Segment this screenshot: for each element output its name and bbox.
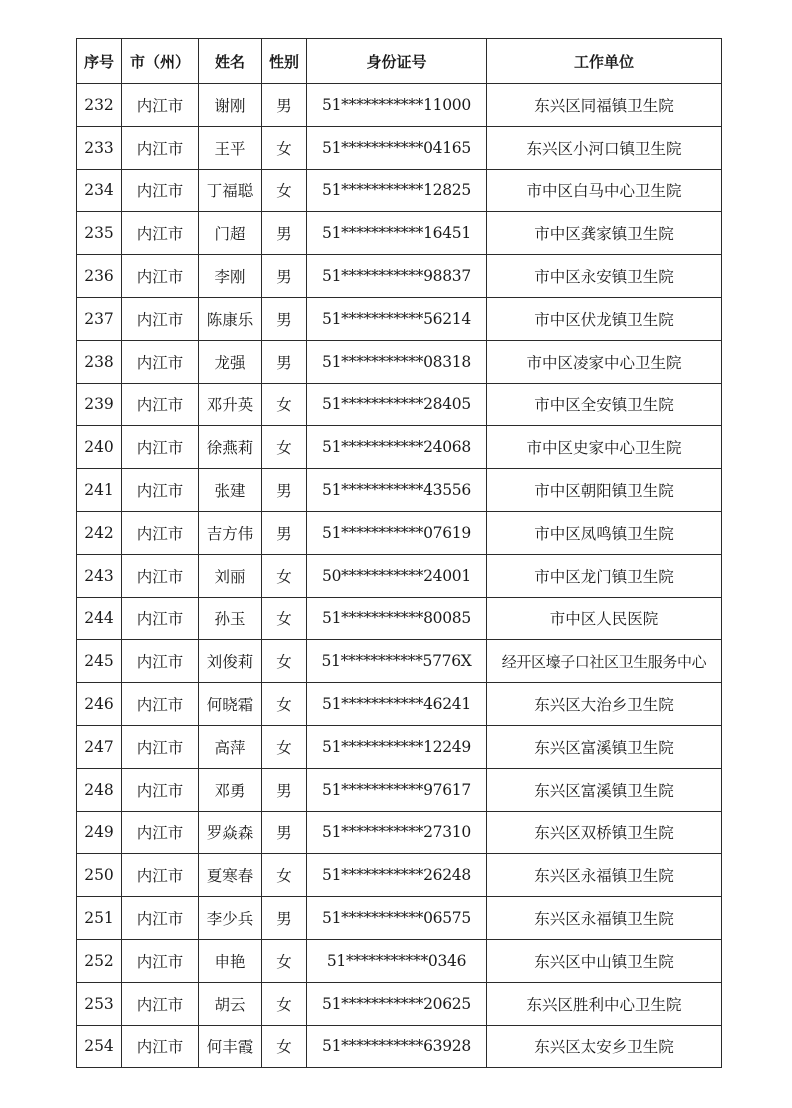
cell-gender: 男 — [262, 469, 307, 512]
table-row — [77, 811, 722, 854]
table-row — [77, 939, 722, 982]
cell-id-number: 51***********43556 — [307, 469, 487, 512]
cell-serial-number: 240 — [77, 426, 122, 469]
cell-serial-number: 237 — [77, 297, 122, 340]
cell-city: 内江市 — [122, 854, 199, 897]
cell-city: 内江市 — [122, 383, 199, 426]
cell-serial-number: 250 — [77, 854, 122, 897]
cell-id-number: 51***********06575 — [307, 897, 487, 940]
cell-serial-number: 238 — [77, 340, 122, 383]
table-row — [77, 84, 722, 127]
cell-id-number: 51***********08318 — [307, 340, 487, 383]
cell-work-unit: 市中区史家中心卫生院 — [487, 426, 722, 469]
cell-serial-number: 232 — [77, 84, 122, 127]
cell-gender: 男 — [262, 768, 307, 811]
cell-gender: 男 — [262, 212, 307, 255]
cell-name: 高萍 — [199, 725, 262, 768]
cell-serial-number: 239 — [77, 383, 122, 426]
table-row — [77, 725, 722, 768]
header-city: 市（州） — [122, 39, 199, 84]
cell-id-number: 51***********07619 — [307, 511, 487, 554]
table-row — [77, 255, 722, 298]
cell-name: 孙玉 — [199, 597, 262, 640]
cell-city: 内江市 — [122, 169, 199, 212]
cell-name: 何晓霜 — [199, 683, 262, 726]
cell-work-unit: 东兴区太安乡卫生院 — [487, 1025, 722, 1068]
cell-serial-number: 235 — [77, 212, 122, 255]
header-serial-number: 序号 — [77, 39, 122, 84]
cell-id-number: 51***********98837 — [307, 255, 487, 298]
table-row — [77, 597, 722, 640]
table-row — [77, 426, 722, 469]
cell-city: 内江市 — [122, 340, 199, 383]
cell-serial-number: 242 — [77, 511, 122, 554]
cell-city: 内江市 — [122, 597, 199, 640]
table-row — [77, 683, 722, 726]
cell-gender: 男 — [262, 897, 307, 940]
cell-city: 内江市 — [122, 897, 199, 940]
cell-serial-number: 252 — [77, 939, 122, 982]
cell-name: 李刚 — [199, 255, 262, 298]
cell-city: 内江市 — [122, 511, 199, 554]
cell-work-unit: 市中区凤鸣镇卫生院 — [487, 511, 722, 554]
table-row — [77, 169, 722, 212]
cell-name: 何丰霞 — [199, 1025, 262, 1068]
cell-id-number: 51***********97617 — [307, 768, 487, 811]
cell-serial-number: 241 — [77, 469, 122, 512]
table-row — [77, 340, 722, 383]
cell-gender: 女 — [262, 982, 307, 1025]
cell-city: 内江市 — [122, 126, 199, 169]
cell-gender: 男 — [262, 255, 307, 298]
table-row — [77, 897, 722, 940]
table-row — [77, 297, 722, 340]
cell-serial-number: 246 — [77, 683, 122, 726]
cell-work-unit: 市中区凌家中心卫生院 — [487, 340, 722, 383]
cell-name: 胡云 — [199, 982, 262, 1025]
cell-name: 门超 — [199, 212, 262, 255]
cell-gender: 女 — [262, 169, 307, 212]
cell-gender: 女 — [262, 683, 307, 726]
cell-gender: 男 — [262, 511, 307, 554]
cell-name: 龙强 — [199, 340, 262, 383]
cell-id-number: 51***********24068 — [307, 426, 487, 469]
cell-serial-number: 245 — [77, 640, 122, 683]
table-row — [77, 126, 722, 169]
header-id-number: 身份证号 — [307, 39, 487, 84]
cell-work-unit: 东兴区大治乡卫生院 — [487, 683, 722, 726]
cell-work-unit: 东兴区富溪镇卫生院 — [487, 768, 722, 811]
cell-id-number: 51***********12825 — [307, 169, 487, 212]
cell-serial-number: 233 — [77, 126, 122, 169]
cell-city: 内江市 — [122, 768, 199, 811]
table-row — [77, 982, 722, 1025]
cell-serial-number: 253 — [77, 982, 122, 1025]
cell-gender: 女 — [262, 554, 307, 597]
cell-gender: 女 — [262, 1025, 307, 1068]
table-header-row — [77, 39, 722, 84]
header-name: 姓名 — [199, 39, 262, 84]
cell-name: 陈康乐 — [199, 297, 262, 340]
cell-name: 谢刚 — [199, 84, 262, 127]
cell-serial-number: 234 — [77, 169, 122, 212]
cell-gender: 男 — [262, 340, 307, 383]
cell-id-number: 51***********26248 — [307, 854, 487, 897]
cell-id-number: 51***********0346 — [307, 939, 487, 982]
cell-work-unit: 市中区全安镇卫生院 — [487, 383, 722, 426]
cell-gender: 女 — [262, 426, 307, 469]
cell-gender: 女 — [262, 597, 307, 640]
cell-name: 李少兵 — [199, 897, 262, 940]
cell-city: 内江市 — [122, 554, 199, 597]
cell-name: 申艳 — [199, 939, 262, 982]
cell-work-unit: 市中区龚家镇卫生院 — [487, 212, 722, 255]
cell-work-unit: 东兴区富溪镇卫生院 — [487, 725, 722, 768]
cell-id-number: 51***********56214 — [307, 297, 487, 340]
cell-name: 徐燕莉 — [199, 426, 262, 469]
cell-serial-number: 251 — [77, 897, 122, 940]
cell-name: 邓升英 — [199, 383, 262, 426]
cell-work-unit: 东兴区胜利中心卫生院 — [487, 982, 722, 1025]
cell-id-number: 51***********63928 — [307, 1025, 487, 1068]
cell-work-unit: 市中区人民医院 — [487, 597, 722, 640]
cell-gender: 男 — [262, 84, 307, 127]
cell-name: 刘丽 — [199, 554, 262, 597]
cell-work-unit: 东兴区双桥镇卫生院 — [487, 811, 722, 854]
cell-work-unit: 市中区龙门镇卫生院 — [487, 554, 722, 597]
cell-city: 内江市 — [122, 297, 199, 340]
table-row — [77, 554, 722, 597]
cell-work-unit: 东兴区永福镇卫生院 — [487, 854, 722, 897]
cell-name: 王平 — [199, 126, 262, 169]
cell-gender: 女 — [262, 126, 307, 169]
cell-serial-number: 236 — [77, 255, 122, 298]
cell-gender: 男 — [262, 811, 307, 854]
table-row — [77, 469, 722, 512]
cell-gender: 女 — [262, 725, 307, 768]
cell-serial-number: 254 — [77, 1025, 122, 1068]
cell-city: 内江市 — [122, 255, 199, 298]
cell-city: 内江市 — [122, 811, 199, 854]
cell-city: 内江市 — [122, 982, 199, 1025]
cell-serial-number: 244 — [77, 597, 122, 640]
cell-city: 内江市 — [122, 469, 199, 512]
cell-serial-number: 248 — [77, 768, 122, 811]
table-row — [77, 768, 722, 811]
cell-work-unit: 市中区永安镇卫生院 — [487, 255, 722, 298]
cell-work-unit: 经开区壕子口社区卫生服务中心 — [487, 640, 722, 683]
cell-gender: 女 — [262, 383, 307, 426]
cell-work-unit: 市中区白马中心卫生院 — [487, 169, 722, 212]
cell-gender: 女 — [262, 854, 307, 897]
cell-work-unit: 东兴区永福镇卫生院 — [487, 897, 722, 940]
header-work-unit: 工作单位 — [487, 39, 722, 84]
cell-id-number: 50***********24001 — [307, 554, 487, 597]
cell-city: 内江市 — [122, 426, 199, 469]
table-row — [77, 854, 722, 897]
cell-city: 内江市 — [122, 1025, 199, 1068]
cell-name: 刘俊莉 — [199, 640, 262, 683]
cell-city: 内江市 — [122, 640, 199, 683]
cell-id-number: 51***********46241 — [307, 683, 487, 726]
cell-name: 罗焱森 — [199, 811, 262, 854]
cell-id-number: 51***********20625 — [307, 982, 487, 1025]
cell-gender: 女 — [262, 640, 307, 683]
cell-city: 内江市 — [122, 725, 199, 768]
cell-id-number: 51***********12249 — [307, 725, 487, 768]
cell-id-number: 51***********27310 — [307, 811, 487, 854]
cell-serial-number: 243 — [77, 554, 122, 597]
cell-name: 吉方伟 — [199, 511, 262, 554]
cell-city: 内江市 — [122, 939, 199, 982]
table-row — [77, 383, 722, 426]
table-row — [77, 511, 722, 554]
cell-work-unit: 市中区伏龙镇卫生院 — [487, 297, 722, 340]
cell-id-number: 51***********16451 — [307, 212, 487, 255]
cell-gender: 男 — [262, 297, 307, 340]
table-row — [77, 212, 722, 255]
cell-id-number: 51***********04165 — [307, 126, 487, 169]
table-row — [77, 640, 722, 683]
cell-city: 内江市 — [122, 683, 199, 726]
cell-id-number: 51***********11000 — [307, 84, 487, 127]
cell-name: 丁福聪 — [199, 169, 262, 212]
cell-serial-number: 247 — [77, 725, 122, 768]
cell-id-number: 51***********28405 — [307, 383, 487, 426]
personnel-table — [76, 38, 722, 1068]
cell-city: 内江市 — [122, 84, 199, 127]
cell-work-unit: 东兴区中山镇卫生院 — [487, 939, 722, 982]
cell-id-number: 51***********5776X — [307, 640, 487, 683]
table-body — [77, 84, 722, 1068]
cell-name: 张建 — [199, 469, 262, 512]
table-row — [77, 1025, 722, 1068]
cell-work-unit: 东兴区小河口镇卫生院 — [487, 126, 722, 169]
cell-id-number: 51***********80085 — [307, 597, 487, 640]
cell-work-unit: 东兴区同福镇卫生院 — [487, 84, 722, 127]
cell-gender: 女 — [262, 939, 307, 982]
cell-name: 夏寒春 — [199, 854, 262, 897]
cell-serial-number: 249 — [77, 811, 122, 854]
cell-name: 邓勇 — [199, 768, 262, 811]
cell-city: 内江市 — [122, 212, 199, 255]
header-gender: 性别 — [262, 39, 307, 84]
cell-work-unit: 市中区朝阳镇卫生院 — [487, 469, 722, 512]
